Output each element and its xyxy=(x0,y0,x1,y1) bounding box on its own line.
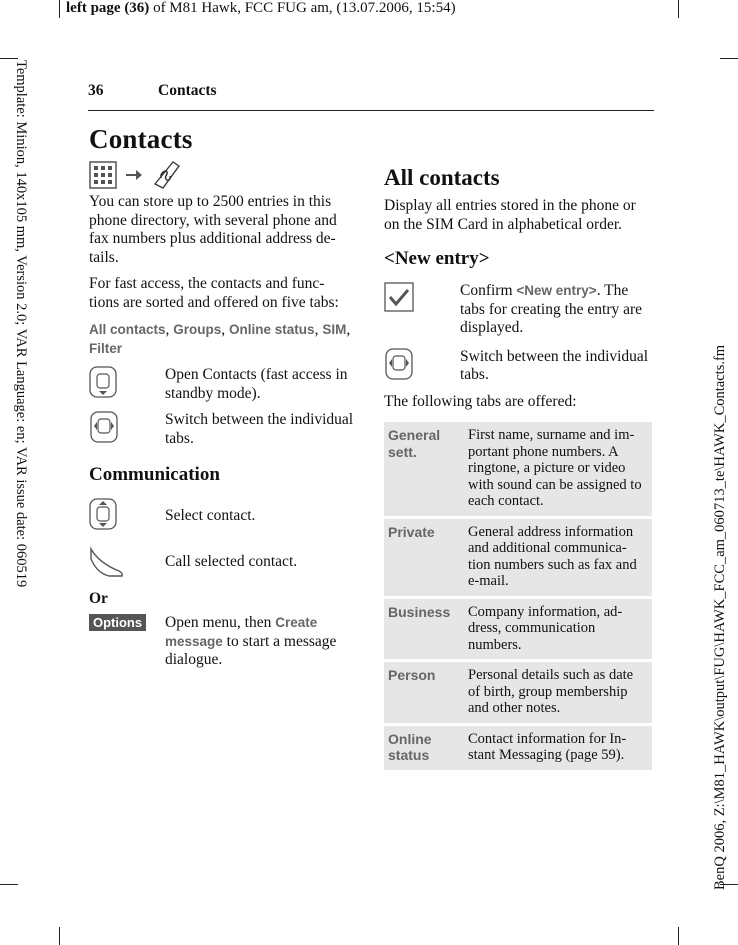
left-column xyxy=(89,124,354,678)
tabs-offered-text: The following tabs are offered: xyxy=(384,392,577,410)
intro-paragraph: You can store up to 2500 entries in this phone directory, with several phone and fax numbers plus additional address de-tails. xyxy=(89,193,337,266)
crop-mark xyxy=(678,927,679,945)
fast-access-paragraph: For fast access, the contacts and func-tions are sorted and offered on five tabs: xyxy=(89,275,339,311)
all-contacts-paragraph: Display all entries stored in the phone or on the SIM Card in alphabetical order. xyxy=(384,197,636,233)
crop-mark xyxy=(59,927,60,945)
open-menu-suffix: to start a message dialogue. xyxy=(165,632,337,668)
switch-tabs-text: Switch between the individual tabs. xyxy=(460,347,649,383)
tab-list-item: Online status xyxy=(229,322,315,337)
tab-list-item: Groups xyxy=(173,322,222,337)
table-row xyxy=(384,726,652,770)
tab-name: Online status xyxy=(384,726,464,770)
nav-key-up-down-icon xyxy=(89,498,117,530)
confirm-suffix: . The tabs for creating the entry are displayed. xyxy=(460,282,643,336)
page-number: 36 xyxy=(88,82,104,99)
nav-key-down-icon xyxy=(89,366,117,398)
select-contact-text: Select contact. xyxy=(165,507,256,525)
file-path-text: BenQ 2006, Z:\M81_HAWK\output\FUG\HAWK_FCC_am_060713_te\HAWK_Contacts.fm xyxy=(712,344,728,890)
tab-description: General address information and additional communica-tion numbers such as fax and e-mail. xyxy=(464,519,652,596)
section-title-communication: Communication xyxy=(89,464,220,485)
tab-description: Company information, ad-dress, communication numbers. xyxy=(464,599,652,660)
section-title-new-entry: <New entry> xyxy=(384,248,490,269)
crop-mark xyxy=(0,884,18,885)
or-label: Or xyxy=(89,590,108,607)
confirm-check-icon xyxy=(384,282,414,312)
open-contacts-text: Open Contacts (fast access in standby mode). xyxy=(165,366,348,402)
tab-description: Personal details such as date of birth, group membership and other notes. xyxy=(464,662,652,723)
crop-mark xyxy=(0,58,18,59)
key-instruction xyxy=(384,282,652,338)
tab-name: Private xyxy=(384,519,464,596)
nav-key-left-right-icon xyxy=(384,348,414,380)
call-contact-text: Call selected contact. xyxy=(165,553,298,571)
call-key-icon xyxy=(89,543,125,577)
confirm-description xyxy=(460,282,652,338)
arrow-right-icon xyxy=(125,168,143,182)
tab-list-item: All contacts xyxy=(89,322,166,337)
table-row xyxy=(384,519,652,596)
crop-mark xyxy=(720,58,738,59)
file-path-info xyxy=(712,250,732,890)
options-description xyxy=(165,614,354,670)
phonebook-icon xyxy=(151,160,181,190)
menu-path xyxy=(89,157,354,193)
tabs-table xyxy=(384,419,652,773)
print-meta-text: of M81 Hawk, FCC FUG am, (13.07.2006, 15:54) xyxy=(149,0,456,16)
table-row xyxy=(384,599,652,660)
key-instruction xyxy=(89,614,354,670)
options-softkey: Options xyxy=(89,614,146,631)
section-title-all-contacts: All contacts xyxy=(384,165,500,190)
print-meta xyxy=(66,0,456,17)
nav-key-left-right-icon xyxy=(89,411,119,443)
key-instruction xyxy=(89,411,354,448)
template-info-text: Template: Minion, 140x105 mm, Version 2.0; VAR Language: en; VAR issue date: 060519 xyxy=(13,60,29,588)
tab-list: All contacts, Groups, Online status, SIM, Filter xyxy=(89,321,351,356)
key-instruction xyxy=(89,543,354,582)
tab-description: Contact information for In-stant Messaging (page 59). xyxy=(464,726,652,770)
right-column xyxy=(384,165,652,773)
running-head-title: Contacts xyxy=(158,82,217,99)
confirm-text: Confirm xyxy=(460,282,517,299)
page-title: Contacts xyxy=(89,124,193,154)
key-instruction xyxy=(384,348,652,385)
table-row xyxy=(384,422,652,516)
crop-mark xyxy=(678,0,679,18)
open-menu-text: Open menu, then xyxy=(165,614,276,631)
tab-name: Business xyxy=(384,599,464,660)
tab-description: First name, surname and im-portant phone numbers. A ringtone, a picture or video with sound can be assigned to each contact. xyxy=(464,422,652,516)
tab-list-item: Filter xyxy=(89,341,123,356)
key-instruction xyxy=(89,366,354,403)
create-message-link: Create message xyxy=(165,615,318,649)
key-instruction xyxy=(89,498,354,535)
crop-mark xyxy=(59,0,60,18)
menu-grid-icon xyxy=(89,161,117,189)
switch-tabs-text: Switch between the individual tabs. xyxy=(165,411,354,447)
running-head xyxy=(88,82,654,111)
new-entry-link: <New entry> xyxy=(516,283,597,298)
template-info xyxy=(11,60,31,670)
page-label: left page (36) xyxy=(66,0,150,16)
tab-name: Person xyxy=(384,662,464,723)
table-row xyxy=(384,662,652,723)
tab-list-item: SIM xyxy=(322,322,347,337)
tab-name: General sett. xyxy=(384,422,464,516)
